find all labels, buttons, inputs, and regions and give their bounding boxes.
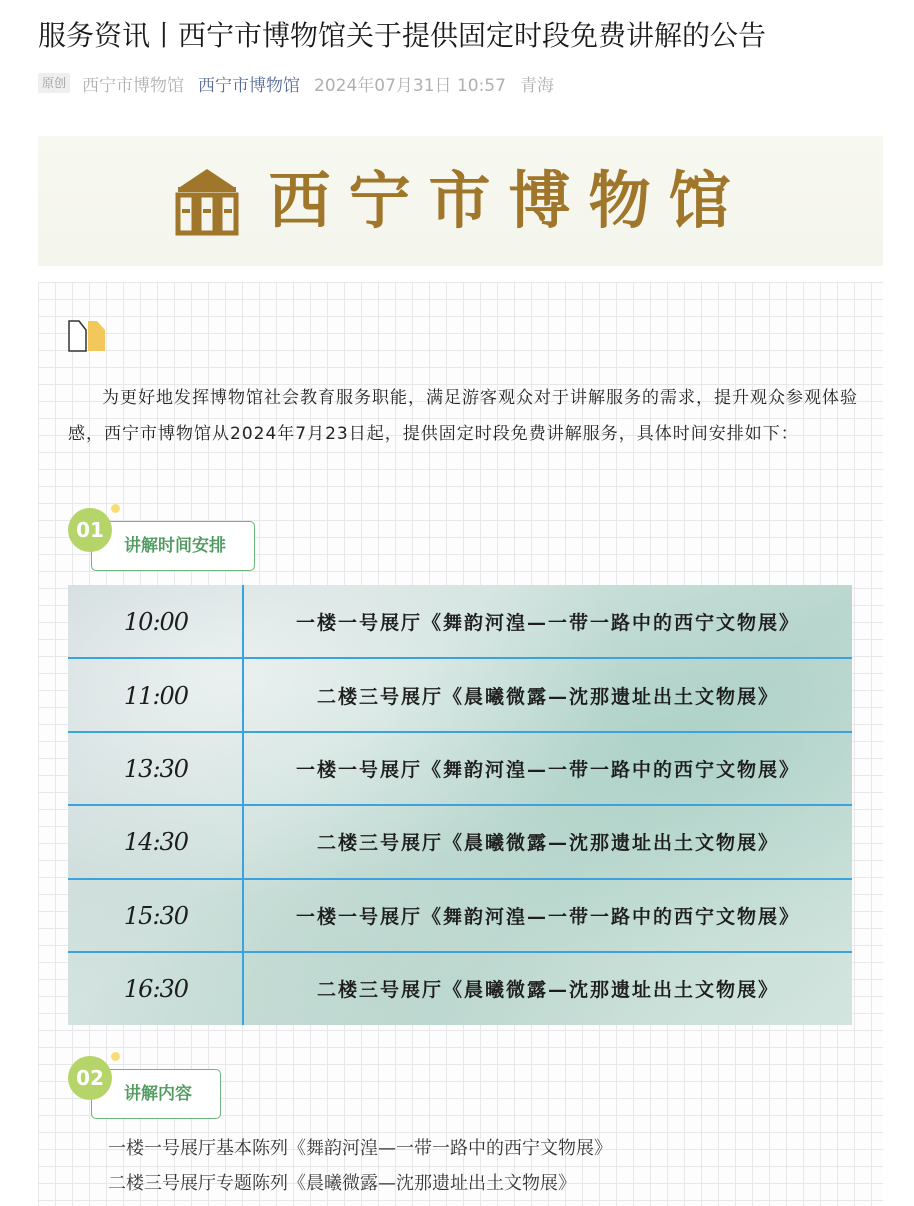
badge-dot-icon xyxy=(111,504,120,513)
publish-datetime: 2024年07月31日 10:57 xyxy=(314,75,506,96)
museum-building-icon xyxy=(172,165,242,237)
schedule-time: 11:00 xyxy=(123,681,189,710)
original-tag: 原创 xyxy=(38,73,70,93)
table-row xyxy=(68,879,852,952)
content-item: 二楼三号展厅专题陈列《晨曦微露—沈那遗址出土文物展》 xyxy=(108,1173,576,1194)
schedule-time: 14:30 xyxy=(123,827,189,856)
museum-name-logotype: 西宁市博物馆 xyxy=(268,164,749,237)
museum-banner xyxy=(38,136,883,266)
schedule-hall: 一楼一号展厅《舞韵河湟—一带一路中的西宁文物展》 xyxy=(295,759,800,781)
schedule-hall: 二楼三号展厅《晨曦微露—沈那遗址出土文物展》 xyxy=(316,979,779,1001)
schedule-hall: 二楼三号展厅《晨曦微露—沈那遗址出土文物展》 xyxy=(316,686,779,708)
schedule-time: 13:30 xyxy=(123,754,189,783)
badge-dot-icon xyxy=(111,1052,120,1061)
schedule-hall: 一楼一号展厅《舞韵河湟—一带一路中的西宁文物展》 xyxy=(295,906,800,928)
article-meta xyxy=(38,70,554,96)
table-row xyxy=(68,805,852,878)
table-row xyxy=(68,585,852,658)
section-badge-content xyxy=(68,1056,248,1116)
schedule-time: 10:00 xyxy=(123,607,189,636)
section-number: 02 xyxy=(68,1056,112,1100)
author-name: 西宁市博物馆 xyxy=(82,75,185,96)
schedule-time: 15:30 xyxy=(123,901,189,930)
table-row xyxy=(68,952,852,1025)
section-title: 讲解内容 xyxy=(91,1069,221,1119)
intro-paragraph: 为更好地发挥博物馆社会教育服务职能，满足游客观众对于讲解服务的需求，提升观众参观体验感，西宁市博物馆从2024年7月23日起，提供固定时段免费讲解服务，具体时间安排如下： xyxy=(68,388,858,444)
article-title: 服务资讯丨西宁市博物馆关于提供固定时段免费讲解的公告 xyxy=(38,19,767,52)
section-badge-schedule xyxy=(68,508,248,568)
schedule-time: 16:30 xyxy=(123,974,189,1003)
publish-location: 青海 xyxy=(519,75,554,96)
schedule-hall: 一楼一号展厅《舞韵河湟—一带一路中的西宁文物展》 xyxy=(295,612,800,634)
schedule-table xyxy=(68,585,852,1025)
schedule-hall: 二楼三号展厅《晨曦微露—沈那遗址出土文物展》 xyxy=(316,832,779,854)
folded-page-icon xyxy=(68,320,108,352)
account-link[interactable]: 西宁市博物馆 xyxy=(198,75,301,96)
content-item: 一楼一号展厅基本陈列《舞韵河湟—一带一路中的西宁文物展》 xyxy=(108,1138,612,1159)
section-title: 讲解时间安排 xyxy=(91,521,255,571)
table-row xyxy=(68,732,852,805)
table-row xyxy=(68,659,852,732)
section-number: 01 xyxy=(68,508,112,552)
